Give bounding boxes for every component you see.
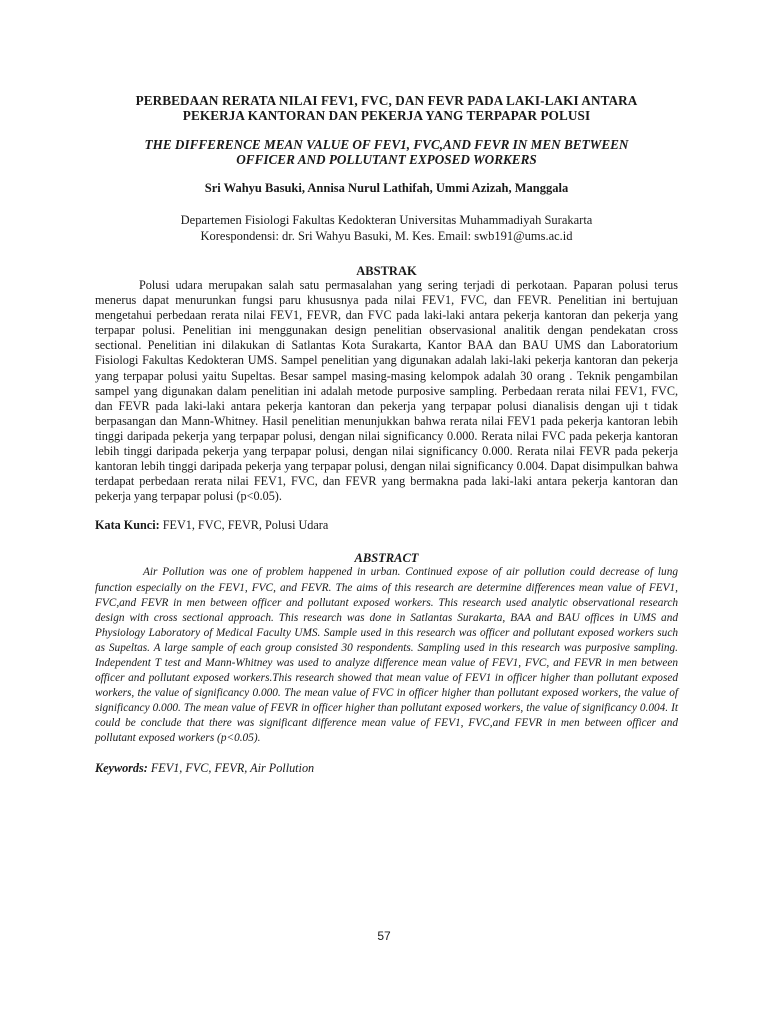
affiliation: [95, 212, 678, 244]
correspondence: Korespondensi: dr. Sri Wahyu Basuki, M. Kes. Email: swb191@ums.ac.id: [200, 229, 573, 243]
title-english-line: OFFICER AND POLLUTANT EXPOSED WORKERS: [236, 152, 537, 167]
kata-kunci-label: Kata Kunci:: [95, 518, 160, 533]
abstract-body: Air Pollution was one of problem happened in urban. Continued expose of air pollution could decrease of lung function especially on the FEV1, FVC, and FEVR. The aims of this research are determine differences mean value of FEV1, FVC,and FEVR in men between officer and pollutant exposed workers. This research used analytic observational research design with cross sectional approach. This research was done in Satlantas Surakarta, BAA and BAU offices in UMS and Physiology Laboratory of Medical Faculty UMS. Sample used in this research was officer and pollutant exposed workers such as Supeltas. A large sample of each group consisted 30 respondents. Sampling used in this research was purposive sampling. Independent T test and Mann-Whitney was used to analyze difference mean value of FEV1, FVC, and FEVR in men between officer and pollutant exposed workers.This research showed that mean value of FEV1 in officer higher than pollutant exposed workers, the value of significancy 0.000. The mean value of FVC in officer higher than pollutant exposed workers, the value of significancy 0.000. The mean value of FEVR in officer higher than pollutant exposed workers, the value of significancy 0.004. It could be conclude that there was significant difference mean value of FEV1, FVC,and FEVR in men between officer and pollutant exposed workers (p<0.05).: [95, 566, 678, 745]
title-english: [95, 137, 678, 167]
title-indonesian-line: PEKERJA KANTORAN DAN PEKERJA YANG TERPAPAR POLUSI: [182, 108, 591, 123]
abstrak-heading: ABSTRAK: [356, 264, 417, 278]
title-indonesian: [95, 93, 678, 123]
keywords-values: FEV1, FVC, FEVR, Air Pollution: [147, 760, 315, 775]
keywords: [95, 761, 678, 776]
paper-page: [95, 93, 678, 776]
kata-kunci: [95, 518, 678, 533]
abstrak-body: Polusi udara merupakan salah satu permasalahan yang sering terjadi di perkotaan. Paparan polusi terus menerus dapat menurunkan fungsi paru khususnya pada nilai FEV1, FVC, dan FEVR. Penelitian ini bertujuan mengetahui perbedaan rerata nilai FEV1, FEVR, dan FVC pada laki-laki antara pekerja kantoran dan pekerja yang terpapar polusi. Penelitian ini menggunakan design penelitian observasional analitik dengan pendekatan cross sectional. Penelitian ini dilakukan di Satlantas Kota Surakarta, Kantor BAA dan BAU UMS dan Laboratorium Fisiologi Fakultas Kedokteran UMS. Sampel penelitian yang digunakan adalah laki-laki pekerja kantoran dan pekerja yang terpapar polusi yaitu Supeltas. Besar sampel masing-masing kelompok adalah 30 orang . Teknik pengambilan sampel yang digunakan dalam penelitian ini adalah metode purposive sampling. Perbedaan rerata nilai FEV1, FVC, dan FEVR pada laki-laki antara pekerja kantoran dan pekerja yang terpapar polusi dianalisis dengan uji t tidak berpasangan dan Mann-Whitney. Hasil penelitian menunjukkan bahwa rerata nilai FEV1 pada pekerja kantoran lebih tinggi daripada pekerja yang terpapar polusi, dengan nilai significancy 0.000. Rerata nilai FVC pada pekerja kantoran lebih tinggi daripada pekerja yang terpapar polusi, dengan nilai significancy 0.000. Rerata nilai FEVR pada pekerja kantoran lebih tinggi daripada pekerja yang terpapar polusi, dengan nilai significancy 0.004. Dapat disimpulkan bahwa terdapat perbedaan rerata nilai FEV1, FVC, dan FEVR yang bermakna pada laki-laki antara pekerja kantoran dan pekerja yang terpapar polusi (p<0.05).: [95, 278, 678, 504]
author-list: Sri Wahyu Basuki, Annisa Nurul Lathifah, Ummi Azizah, Manggala: [204, 181, 569, 195]
kata-kunci-values: FEV1, FVC, FEVR, Polusi Udara: [159, 518, 329, 533]
title-english-line: THE DIFFERENCE MEAN VALUE OF FEV1, FVC,AND FEVR IN MEN BETWEEN: [144, 137, 629, 152]
title-indonesian-line: PERBEDAAN RERATA NILAI FEV1, FVC, DAN FEVR PADA LAKI-LAKI ANTARA: [135, 93, 638, 108]
abstract-heading: ABSTRACT: [354, 551, 419, 566]
keywords-label: Keywords:: [95, 760, 148, 775]
page-number: 57: [377, 929, 391, 943]
department: Departemen Fisiologi Fakultas Kedokteran Universitas Muhammadiyah Surakarta: [180, 213, 593, 227]
